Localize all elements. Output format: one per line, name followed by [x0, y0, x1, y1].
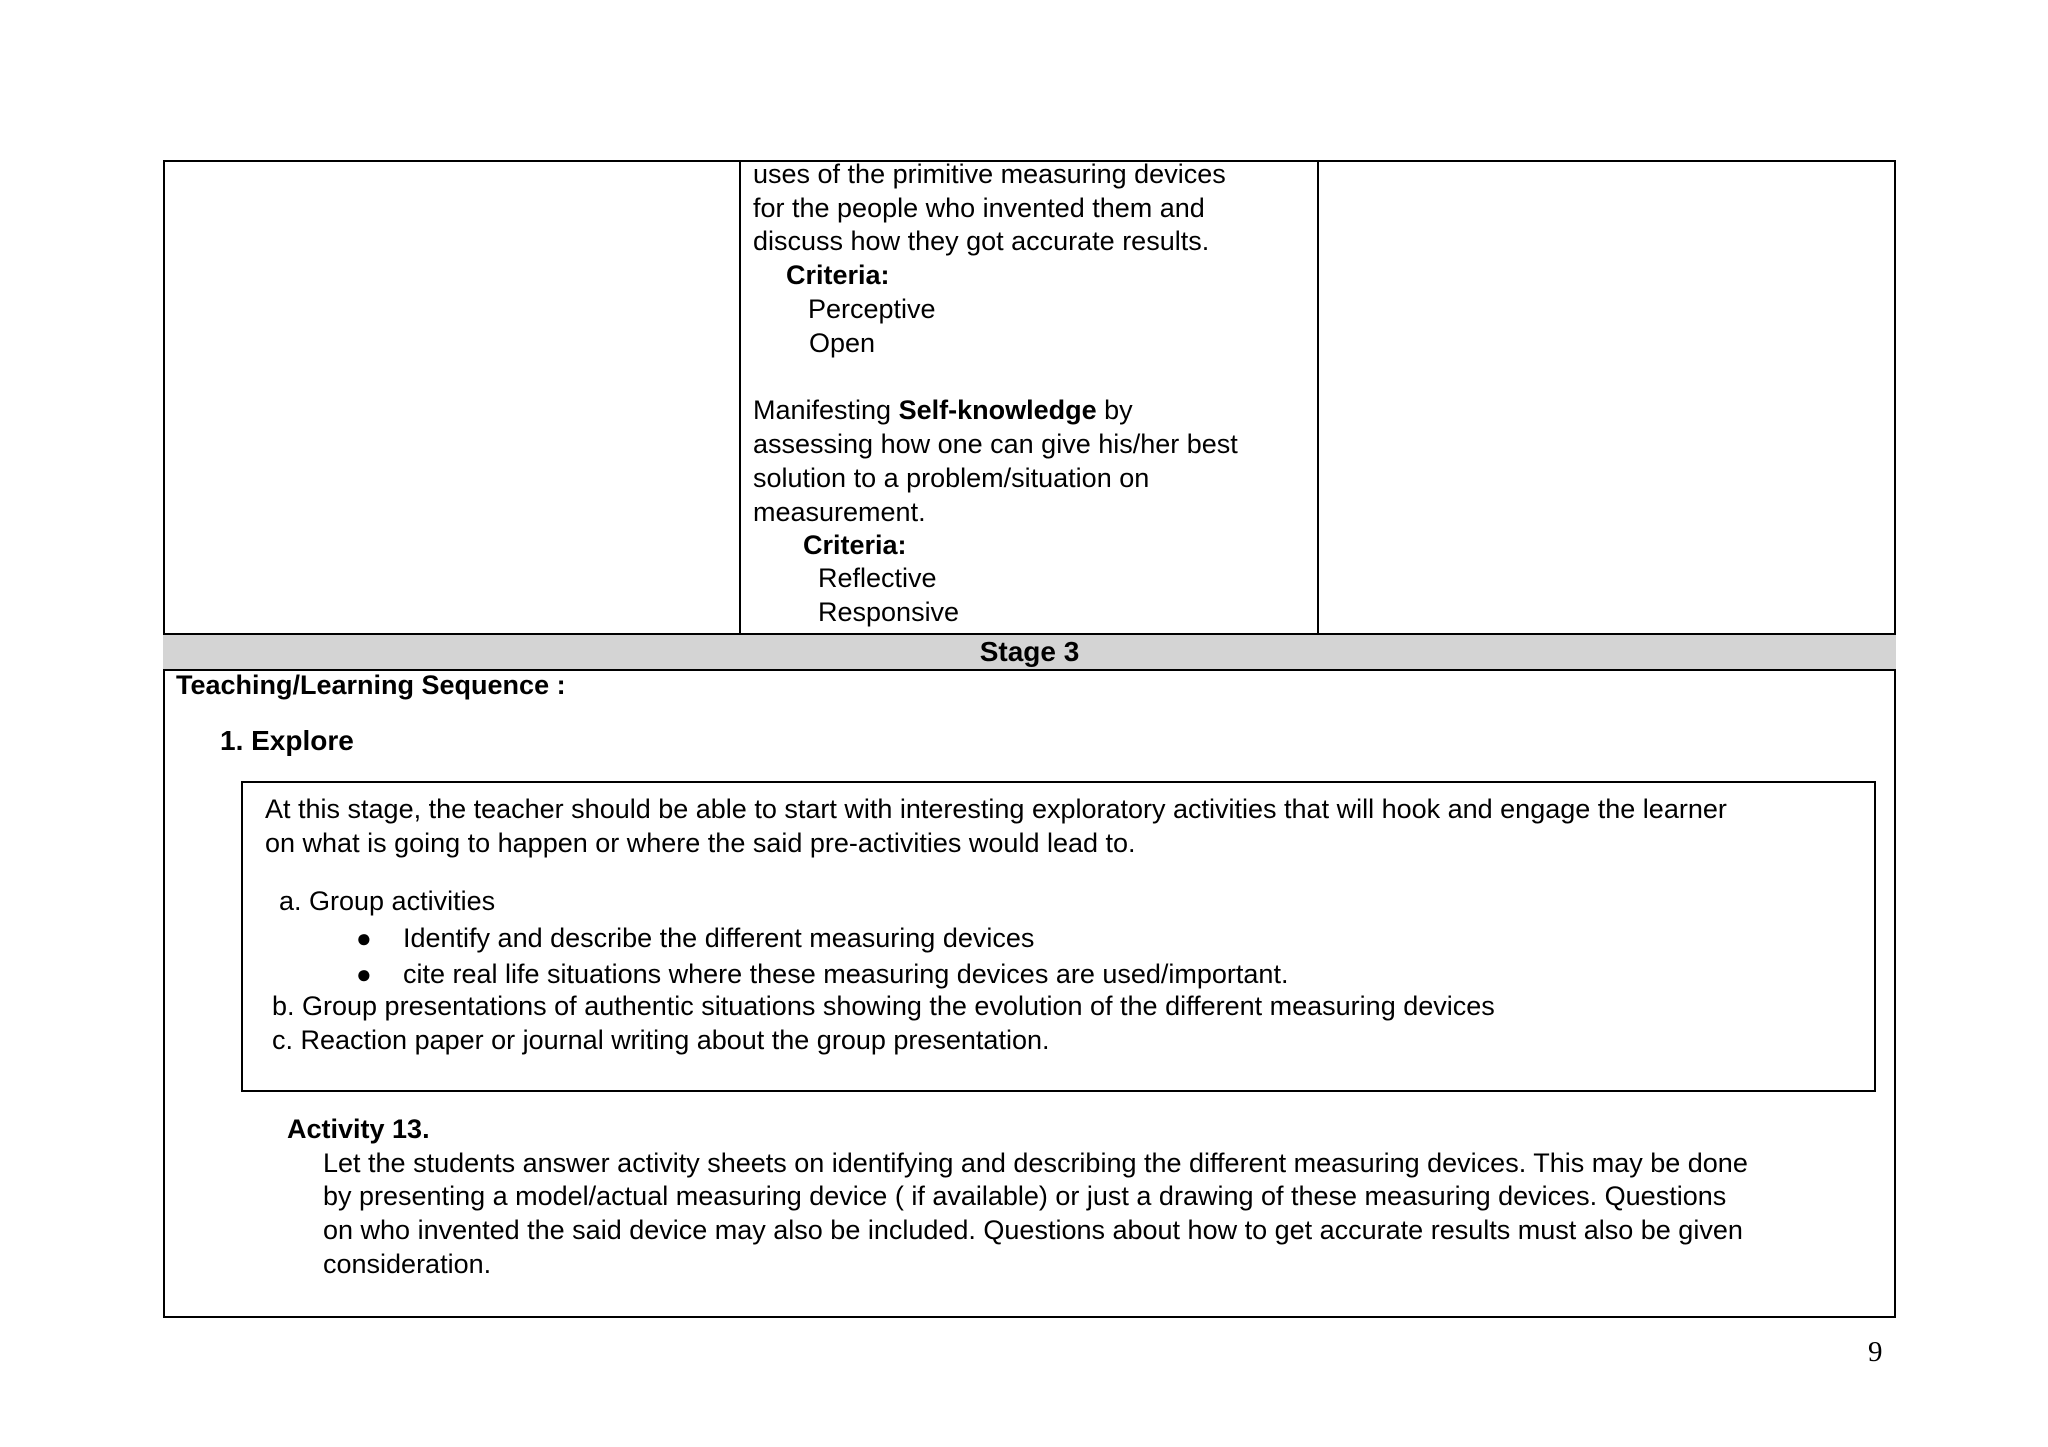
cell-line: discuss how they got accurate results. [753, 226, 1210, 256]
cell-line: for the people who invented them and [753, 193, 1205, 223]
explore-intro-line: At this stage, the teacher should be able to start with interesting exploratory activities that will hook and engage the learner [265, 794, 1727, 824]
cell-line: measurement. [753, 497, 926, 527]
criteria-label: Criteria: [803, 530, 907, 560]
bullet-text: Identify and describe the different measuring devices [403, 923, 1035, 953]
manifest-suffix: by [1096, 395, 1133, 425]
reaction-paper-item: c. Reaction paper or journal writing about the group presentation. [272, 1025, 1050, 1055]
criteria-label: Criteria: [786, 260, 890, 290]
activity-line: consideration. [323, 1249, 492, 1279]
table-cell-middle [741, 160, 1319, 634]
activity-line: Let the students answer activity sheets on identifying and describing the different measuring devices. This may be done [323, 1148, 1748, 1178]
explore-box [241, 781, 1876, 1092]
manifest-prefix: Manifesting [753, 395, 899, 425]
activity-title: Activity 13. [287, 1114, 430, 1144]
stage-header: Stage 3 [163, 633, 1896, 671]
cell-line: assessing how one can give his/her best [753, 429, 1238, 459]
cell-line: solution to a problem/situation on [753, 463, 1150, 493]
bullet-icon: ● [356, 923, 372, 953]
criteria-item: Open [809, 328, 876, 358]
bullet-text: cite real life situations where these measuring devices are used/important. [403, 959, 1289, 989]
group-activities-item: a. Group activities [279, 886, 496, 916]
bullet-icon: ● [356, 959, 372, 989]
cell-line: uses of the primitive measuring devices [753, 159, 1226, 189]
criteria-item: Responsive [818, 597, 960, 627]
page-number: 9 [1868, 1336, 1883, 1368]
criteria-item: Perceptive [808, 294, 936, 324]
manifest-bold-term: Self-knowledge [898, 395, 1097, 425]
criteria-item: Reflective [818, 563, 937, 593]
explore-intro-line: on what is going to happen or where the said pre-activities would lead to. [265, 828, 1136, 858]
table-top-row [163, 160, 1896, 634]
activity-line: on who invented the said device may also be included. Questions about how to get accurate results must also be given [323, 1215, 1743, 1245]
activity-line: by presenting a model/actual measuring device ( if available) or just a drawing of these measuring devices. Questions [323, 1181, 1727, 1211]
group-presentations-item: b. Group presentations of authentic situations showing the evolution of the different measuring devices [272, 991, 1495, 1021]
table-cell-right [1319, 160, 1896, 634]
explore-heading: 1. Explore [220, 725, 354, 756]
sequence-heading: Teaching/Learning Sequence : [176, 670, 566, 700]
manifest-line [753, 393, 1133, 427]
table-cell-left [163, 160, 741, 634]
